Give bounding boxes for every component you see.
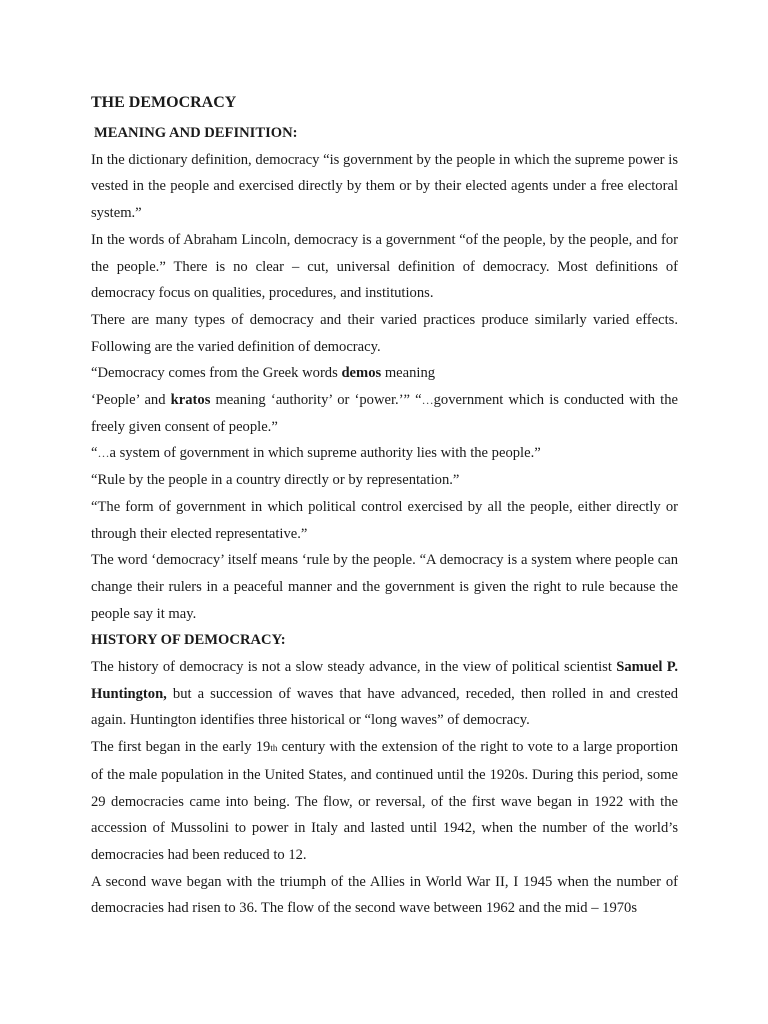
text-run: The first began in the early 19 [91, 739, 271, 756]
paragraph-dictionary-definition: In the dictionary definition, democracy “is government by the people in which the supreme power is vested in the people and exercised directly by them or by their elected agents under a free electoral system.” [91, 151, 678, 222]
ellipsis: … [97, 446, 110, 461]
ellipsis: … [421, 393, 434, 408]
paragraph-huntington [91, 654, 678, 734]
text-run: meaning ‘authority’ or ‘power.’” “ [210, 392, 422, 409]
text-run: “ [91, 445, 98, 462]
text-run: but a succession of waves that have advanced, receded, then rolled in and crested again. Huntington identifies three historical or “long waves” of democracy. [91, 685, 678, 729]
section-heading-meaning: MEANING AND DEFINITION: [94, 125, 298, 141]
term-kratos: kratos [170, 392, 211, 409]
paragraph-political-control: “The form of government in which political control exercised by all the people, either directly or through their elected representative.” [91, 498, 678, 542]
section-heading-history: HISTORY OF DEMOCRACY: [91, 632, 286, 649]
ordinal-suffix: th [270, 743, 278, 754]
paragraph-lincoln: In the words of Abraham Lincoln, democracy is a government “of the people, by the people, and for the people.” There is no clear – cut, universal definition of democracy. Most definitions of democracy focus on qualities, procedures, and institutions. [91, 231, 678, 302]
text-run: ‘People’ and [91, 392, 171, 409]
text-run: meaning [381, 365, 436, 382]
paragraph-kratos [91, 387, 678, 440]
paragraph-first-wave [91, 734, 678, 869]
text-run: The history of democracy is not a slow steady advance, in the view of political scientist [91, 659, 617, 676]
paragraph-supreme-authority [91, 440, 678, 467]
paragraph-second-wave: A second wave began with the triumph of the Allies in World War II, I 1945 when the number of democracies had risen to 36. The flow of the second wave between 1962 and the mid – 1970s [91, 873, 678, 917]
page-title: THE DEMOCRACY [91, 94, 237, 111]
name-huntington: Samuel P. Huntington, [91, 659, 678, 702]
term-demos: demos [341, 365, 382, 382]
text-run: century with the extension of the right to vote to a large proportion of the male population in the United States, and continued until the 1920s. During this period, some 29 democracies came into being. The flow, or reversal, of the first wave began in 1922 with the accession of Mussolini to power in Italy and lasted until 1942, when the number of the world’s democracies had been reduced to 12. [91, 739, 679, 863]
paragraph-greek-origin [91, 360, 678, 387]
paragraph-rule-by-people: “Rule by the people in a country directly or by representation.” [91, 472, 460, 489]
document-page [91, 92, 678, 922]
text-run: “Democracy comes from the Greek words [91, 365, 342, 382]
text-run: a system of government in which supreme authority lies with the people.” [109, 445, 541, 462]
paragraph-word-democracy: The word ‘democracy’ itself means ‘rule by the people. “A democracy is a system where people can change their rulers in a peaceful manner and the government is given the right to rule because the people say it may. [91, 552, 678, 622]
text-run: government which is conducted with the freely given consent of people.” [91, 392, 678, 435]
paragraph-types: There are many types of democracy and their varied practices produce similarly varied effects. Following are the varied definition of democracy. [91, 311, 678, 355]
